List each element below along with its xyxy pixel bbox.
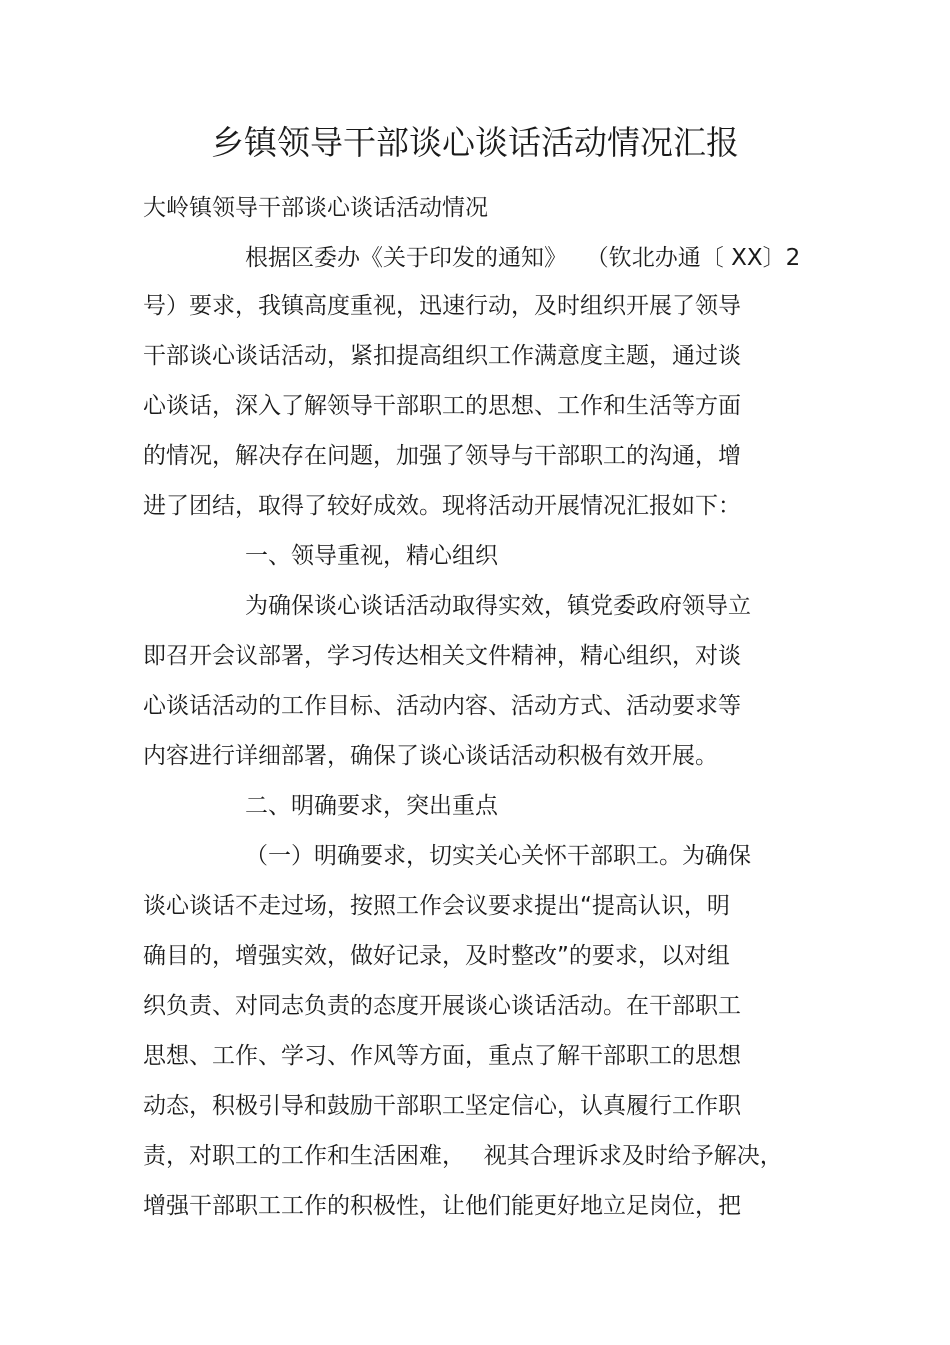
- section-heading: 二、明确要求，突出重点: [245, 793, 498, 819]
- body-line: 的情况，解决存在问题，加强了领导与干部职工的沟通，增: [143, 443, 741, 469]
- body-line: 心谈话，深入了解领导干部职工的思想、工作和生活等方面: [143, 393, 741, 419]
- body-line: 谈心谈话不走过场，按照工作会议要求提出“提高认识，明: [143, 893, 730, 919]
- body-line: 干部谈心谈话活动，紧扣提高组织工作满意度主题，通过谈: [143, 343, 741, 369]
- body-line: 即召开会议部署，学习传达相关文件精神，精心组织，对谈: [143, 643, 741, 669]
- body-line: 确目的，增强实效，做好记录，及时整改”的要求，以对组: [143, 943, 730, 969]
- document-title: 乡镇领导干部谈心谈话活动情况汇报: [211, 123, 739, 162]
- body-line: 号）要求，我镇高度重视，迅速行动，及时组织开展了领导: [143, 293, 741, 319]
- body-line: 增强干部职工工作的积极性，让他们能更好地立足岗位，把: [143, 1193, 741, 1219]
- body-line: （一）明确要求，切实关心关怀干部职工。为确保: [245, 843, 751, 869]
- body-line: 内容进行详细部署，确保了谈心谈话活动积极有效开展。: [143, 743, 718, 769]
- document-subtitle: 大岭镇领导干部谈心谈话活动情况: [143, 195, 488, 221]
- body-line: 为确保谈心谈话活动取得实效，镇党委政府领导立: [245, 593, 751, 619]
- body-line: 思想、工作、学习、作风等方面，重点了解干部职工的思想: [143, 1043, 741, 1069]
- body-line: 根据区委办《关于印发的通知》 （钦北办通〔 XX〕2: [245, 245, 801, 271]
- body-line: 责，对职工的工作和生活困难， 视其合理诉求及时给予解决，: [143, 1143, 783, 1169]
- section-heading: 一、领导重视，精心组织: [245, 543, 498, 569]
- body-line: 动态，积极引导和鼓励干部职工坚定信心，认真履行工作职: [143, 1093, 741, 1119]
- body-line: 进了团结，取得了较好成效。现将活动开展情况汇报如下：: [143, 493, 741, 519]
- body-line: 织负责、对同志负责的态度开展谈心谈话活动。在干部职工: [143, 993, 741, 1019]
- body-line: 心谈话活动的工作目标、活动内容、活动方式、活动要求等: [143, 693, 741, 719]
